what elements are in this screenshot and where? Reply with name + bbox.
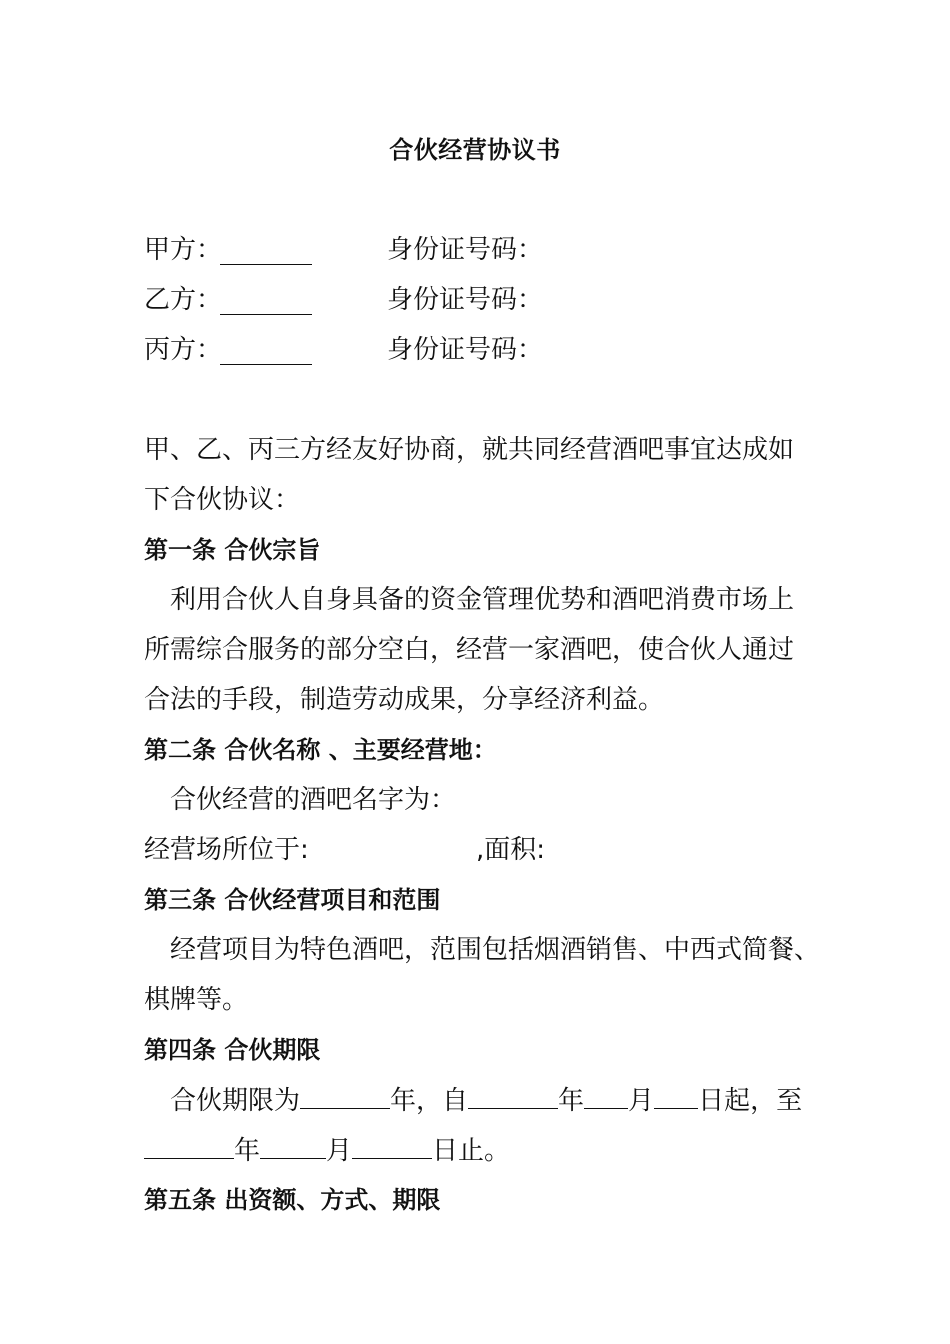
- start-year-label: 年: [558, 1086, 585, 1116]
- start-year-blank: [468, 1082, 558, 1109]
- article-1-line-1: 利用合伙人自身具备的资金管理优势和酒吧消费市场上: [170, 585, 795, 615]
- article-3-heading: 第三条 合伙经营项目和范围: [144, 886, 441, 914]
- party-b-name-blank: [220, 286, 312, 315]
- article-1-line-2: 所需综合服务的部分空白，经营一家酒吧，使合伙人通过: [144, 635, 795, 665]
- party-a-name-blank: [220, 236, 312, 265]
- party-c-label: 丙方：: [144, 335, 223, 365]
- end-day-label: 日止。: [432, 1136, 511, 1166]
- article-2-heading: 第二条 合伙名称 、主要经营地：: [144, 736, 497, 764]
- document-title: 合伙经营协议书: [389, 136, 561, 164]
- end-year-label: 年: [234, 1136, 261, 1166]
- intro-line-2: 下合伙协议：: [144, 485, 301, 515]
- end-day-blank: [352, 1132, 432, 1159]
- article-2-line-1: 合伙经营的酒吧名字为：: [170, 785, 457, 815]
- article-2-area-label: ,面积:: [476, 835, 546, 865]
- party-c-id-label: 身份证号码：: [387, 335, 544, 365]
- start-day-label: 日起，至: [698, 1086, 803, 1116]
- start-month-label: 月: [628, 1086, 655, 1116]
- party-c-name-blank: [220, 336, 312, 365]
- party-b-label: 乙方：: [144, 285, 223, 315]
- article-1-heading: 第一条 合伙宗旨: [144, 536, 321, 564]
- start-month-blank: [584, 1082, 628, 1109]
- party-a-label: 甲方：: [144, 235, 223, 265]
- term-years-blank: [300, 1082, 390, 1109]
- article-2-location-label: 经营场所位于:: [144, 835, 309, 865]
- term-prefix: 合伙期限为: [170, 1086, 301, 1116]
- article-4-heading: 第四条 合伙期限: [144, 1036, 321, 1064]
- article-3-line-1: 经营项目为特色酒吧，范围包括烟酒销售、中西式简餐、: [170, 935, 821, 965]
- end-year-blank: [144, 1132, 234, 1159]
- party-b-id-label: 身份证号码：: [387, 285, 544, 315]
- end-month-blank: [260, 1132, 326, 1159]
- start-day-blank: [654, 1082, 698, 1109]
- intro-line-1: 甲、乙、丙三方经友好协商，就共同经营酒吧事宜达成如: [144, 435, 795, 465]
- article-4-term-line-2: [144, 1132, 510, 1169]
- end-month-label: 月: [326, 1136, 353, 1166]
- party-a-id-label: 身份证号码：: [387, 235, 544, 265]
- term-from-label: 年，自: [390, 1086, 469, 1116]
- article-1-line-3: 合法的手段，制造劳动成果，分享经济利益。: [144, 685, 665, 715]
- article-3-line-2: 棋牌等。: [144, 985, 249, 1015]
- article-4-term-line-1: [170, 1082, 802, 1119]
- article-5-heading: 第五条 出资额、方式、期限: [144, 1186, 441, 1214]
